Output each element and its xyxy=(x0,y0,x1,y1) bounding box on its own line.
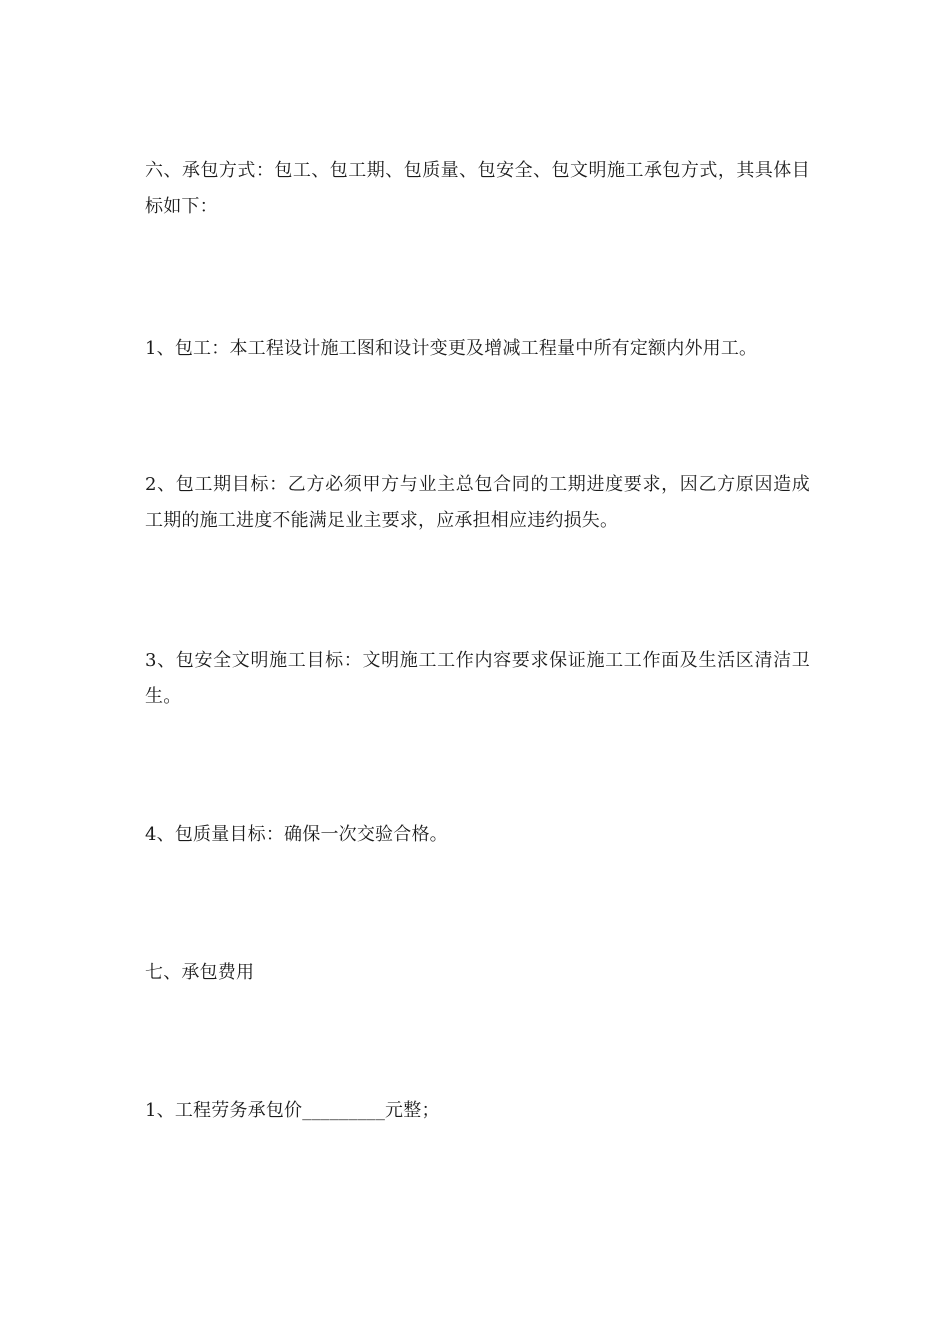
item-quality-target: 4、包质量目标：确保一次交验合格。 xyxy=(145,824,448,845)
section-six-contracting-method: 六、承包方式：包工、包工期、包质量、包安全、包文明施工承包方式，其具体目标如下： xyxy=(145,160,810,217)
item-safety-civilized-target: 3、包安全文明施工目标：文明施工工作内容要求保证施工工作面及生活区清洁卫生。 xyxy=(145,650,810,707)
item-labor-contract: 1、包工：本工程设计施工图和设计变更及增减工程量中所有定额内外用工。 xyxy=(145,338,758,359)
item-schedule-target: 2、包工期目标：乙方必须甲方与业主总包合同的工期进度要求，因乙方原因造成工期的施工进度不能满足业主要求，应承担相应违约损失。 xyxy=(145,474,810,531)
item-labor-contract-price: 1、工程劳务承包价_________元整； xyxy=(145,1100,440,1121)
section-seven-contract-fees: 七、承包费用 xyxy=(145,962,255,983)
